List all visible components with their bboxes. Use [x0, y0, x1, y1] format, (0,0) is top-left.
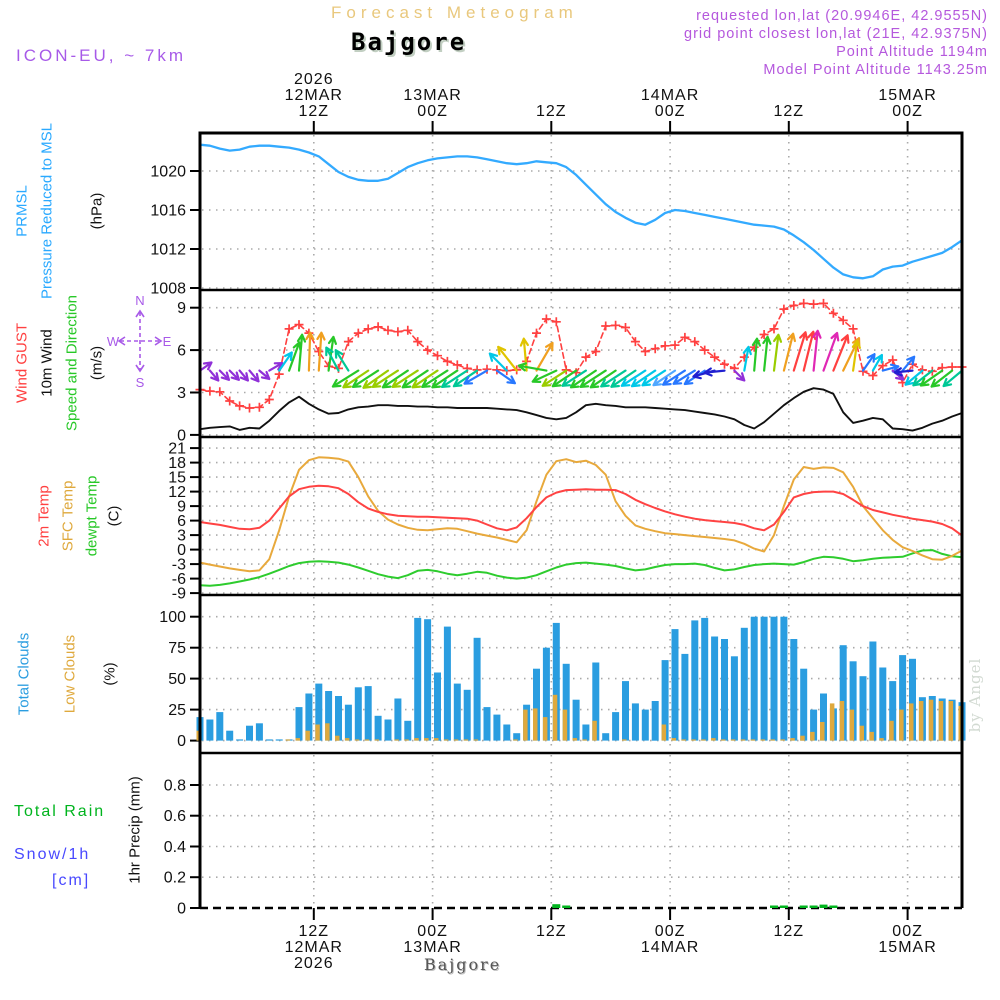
svg-text:S: S — [135, 375, 145, 390]
pressure-series — [200, 145, 962, 279]
svg-text:75: 75 — [168, 640, 186, 658]
svg-text:15MAR: 15MAR — [878, 87, 937, 104]
label-hpa: (hPa) — [88, 192, 106, 230]
footer-station-caption: Bajgore — [424, 955, 502, 974]
svg-text:-9: -9 — [171, 585, 186, 603]
svg-text:1020: 1020 — [150, 163, 186, 181]
wind-10m-series — [200, 388, 962, 430]
svg-text:12: 12 — [168, 484, 186, 502]
svg-text:00Z: 00Z — [892, 103, 923, 120]
label-low-clouds: Low Clouds — [61, 634, 79, 714]
svg-text:21: 21 — [168, 440, 186, 458]
svg-text:12MAR: 12MAR — [284, 87, 343, 104]
svg-text:18: 18 — [168, 455, 186, 473]
model-point-altitude: Model Point Altitude 1143.25m — [763, 62, 988, 78]
svg-text:3: 3 — [177, 527, 186, 545]
grid-point-lonlat: grid point closest lon,lat (21E, 42.9375N) — [684, 26, 988, 42]
svg-text:00Z: 00Z — [654, 103, 686, 120]
label-dewpt-temp: dewpt Temp — [83, 475, 101, 557]
watermark: by Angel — [966, 657, 984, 733]
svg-text:00Z: 00Z — [654, 923, 686, 940]
svg-text:50: 50 — [168, 671, 186, 689]
svg-text:13MAR: 13MAR — [403, 87, 462, 104]
requested-lonlat: requested lon,lat (20.9946E, 42.9555N) — [696, 8, 988, 24]
compass-legend — [107, 293, 172, 390]
station-title: Bajgore — [351, 28, 467, 56]
svg-text:00Z: 00Z — [417, 923, 448, 940]
svg-text:N: N — [135, 293, 145, 308]
svg-text:0: 0 — [177, 427, 186, 445]
svg-text:100: 100 — [159, 609, 186, 627]
label-speed-direction: Speed and Direction — [63, 295, 81, 431]
svg-text:9: 9 — [177, 498, 186, 516]
svg-text:2026: 2026 — [294, 955, 334, 972]
svg-text:12Z: 12Z — [773, 103, 805, 120]
label-cm: [cm] — [52, 872, 91, 889]
svg-text:25: 25 — [168, 702, 186, 720]
wind-direction-arrows — [200, 331, 962, 388]
label-total-rain: Total Rain — [14, 803, 106, 820]
svg-text:-3: -3 — [171, 556, 186, 574]
svg-text:0.4: 0.4 — [163, 839, 186, 856]
label-celsius: (C) — [105, 505, 123, 527]
svg-text:1012: 1012 — [150, 241, 186, 259]
svg-text:2026: 2026 — [294, 71, 334, 88]
label-1hr-precip: 1hr Precip (mm) — [126, 776, 144, 884]
label-prmsl: PRMSL — [13, 185, 31, 237]
svg-text:12Z: 12Z — [536, 103, 567, 120]
svg-text:12Z: 12Z — [773, 923, 805, 940]
svg-text:0.8: 0.8 — [163, 777, 186, 795]
page-title: Forecast Meteogram — [331, 3, 578, 22]
svg-text:12MAR: 12MAR — [284, 939, 343, 956]
label-percent: (%) — [101, 662, 119, 686]
svg-text:9: 9 — [177, 300, 186, 318]
label-2m-temp: 2m Temp — [35, 485, 53, 547]
label-10m-wind: 10m Wind — [38, 329, 56, 397]
svg-text:15MAR: 15MAR — [878, 939, 937, 956]
svg-text:00Z: 00Z — [892, 923, 923, 940]
svg-text:00Z: 00Z — [417, 103, 448, 120]
svg-text:0.2: 0.2 — [163, 869, 186, 887]
svg-text:1016: 1016 — [150, 202, 186, 220]
svg-text:3: 3 — [177, 385, 186, 402]
svg-text:12Z: 12Z — [298, 103, 330, 120]
label-total-clouds: Total Clouds — [15, 632, 33, 716]
label-pressure-long: Pressure Reduced to MSL — [38, 123, 56, 299]
svg-text:-6: -6 — [171, 571, 186, 589]
label-wind-gust: Wind GUST — [13, 322, 31, 404]
svg-text:13MAR: 13MAR — [403, 939, 462, 956]
svg-text:14MAR: 14MAR — [640, 939, 700, 956]
svg-text:0: 0 — [177, 733, 186, 751]
label-ms: (m/s) — [88, 345, 106, 381]
svg-text:0.6: 0.6 — [163, 808, 186, 826]
svg-text:14MAR: 14MAR — [640, 87, 700, 104]
svg-text:E: E — [162, 334, 172, 349]
point-altitude: Point Altitude 1194m — [836, 44, 988, 60]
svg-text:6: 6 — [177, 513, 186, 531]
model-name: ICON-EU, ~ 7km — [16, 46, 186, 65]
label-sfc-temp: SFC Temp — [59, 480, 77, 552]
label-snow: Snow/1h — [14, 846, 91, 863]
svg-text:12Z: 12Z — [536, 923, 567, 940]
svg-text:1008: 1008 — [150, 280, 186, 298]
svg-text:12Z: 12Z — [298, 923, 330, 940]
svg-text:6: 6 — [177, 342, 186, 360]
svg-text:15: 15 — [168, 469, 186, 487]
svg-text:W: W — [106, 334, 120, 349]
svg-text:0: 0 — [177, 900, 186, 918]
svg-text:0: 0 — [177, 542, 186, 560]
